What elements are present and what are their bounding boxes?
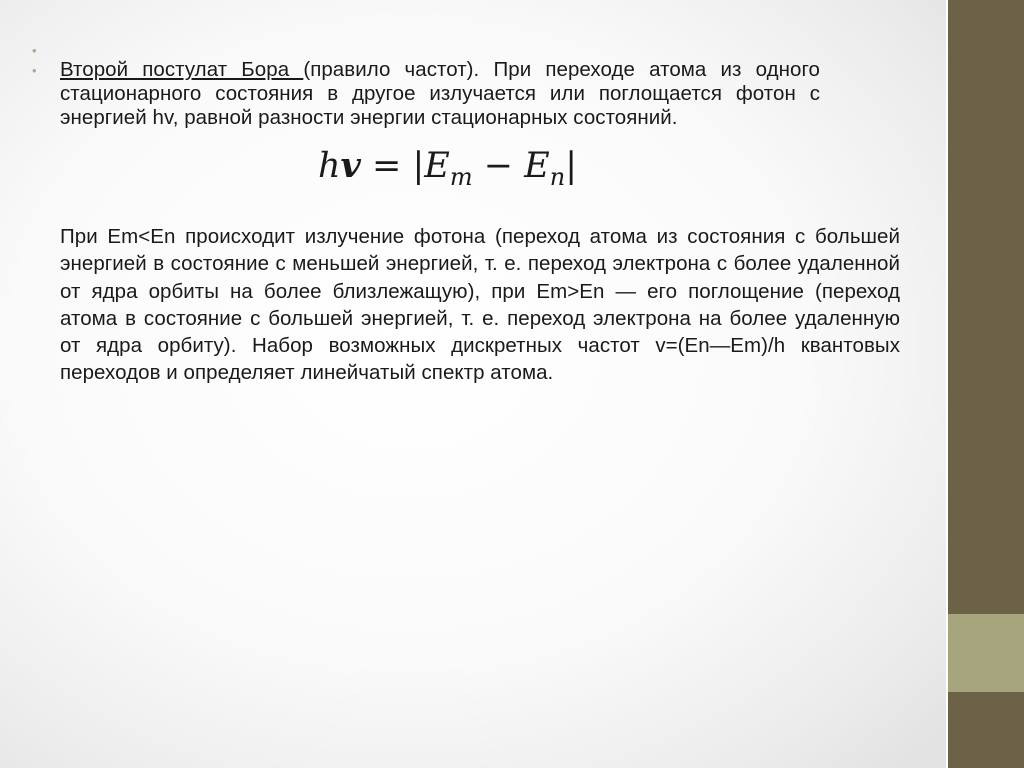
- formula-em: E: [424, 146, 450, 186]
- bohr-frequency-formula: [318, 142, 577, 201]
- formula-equals: = |: [360, 146, 425, 186]
- postulate-bullet: •: [32, 63, 37, 78]
- formula-em-subscript: m: [449, 163, 473, 191]
- formula-minus: −: [472, 146, 525, 186]
- formula-en-subscript: n: [549, 163, 566, 191]
- formula-close: |: [565, 146, 577, 186]
- formula-h: h: [318, 146, 341, 186]
- postulate-term: Второй постулат Бора: [60, 58, 304, 81]
- explanation-paragraph: При Em<En происходит излучение фотона (переход атома из состояния с большей энергией в состояние с меньшей энергией, т. е. переход электрона с более удаленной от ядра орбиты на более близлежащую), при Em>En — его поглощение (переход атома в состояние с большей энергией, т. е. переход электрона на более удаленную от ядра орбиту). Набор возможных дискретных частот v=(En—Em)/h квантовых переходов и определяет линейчатый спектр атома.: [60, 225, 900, 385]
- formula-en: E: [524, 146, 550, 186]
- formula-v: v: [340, 145, 361, 186]
- postulate-text: (правило частот). При переходе атома из одного стационарного состояния в другое излучается или поглощается фотон с энергией hv, равной разности энергии стационарных состояний.: [60, 58, 820, 129]
- sidebar-accent-block: [948, 614, 1024, 692]
- postulate-paragraph: [60, 58, 820, 130]
- empty-bullet: •: [32, 43, 37, 58]
